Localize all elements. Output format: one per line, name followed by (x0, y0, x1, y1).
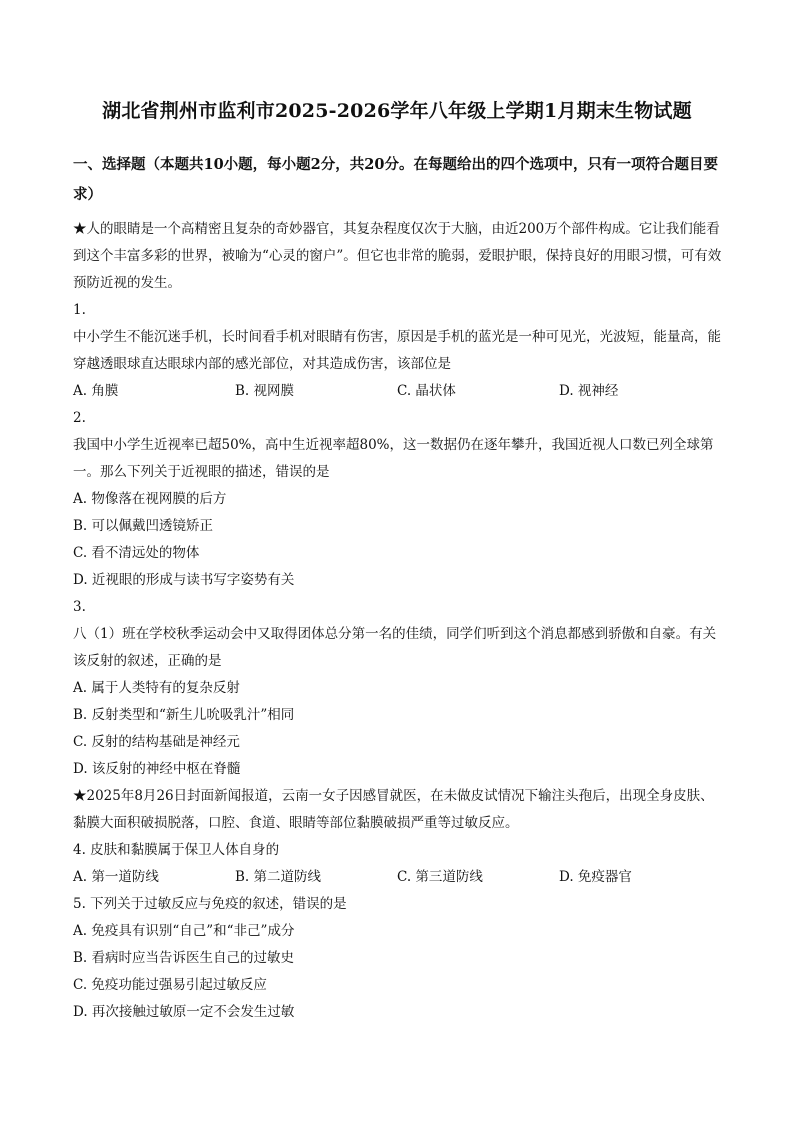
question-number: 3. (73, 599, 86, 615)
exam-content (73, 150, 723, 1026)
question-stem: 八（1）班在学校秋季运动会中又取得团体总分第一名的佳绩，同学们听到这个消息都感到骄傲和自豪。有关该反射的叙述，正确的是 (73, 626, 717, 669)
option-c: C. 免疫功能过强易引起过敏反应 (73, 977, 267, 993)
options-row (73, 378, 723, 405)
option-b: B. 反射类型和“新生儿吮吸乳汁”相同 (73, 707, 295, 723)
option-b: B. 视网膜 (235, 383, 295, 399)
option-a: A. 角膜 (73, 383, 119, 399)
option-c: C. 第三道防线 (397, 869, 483, 885)
question-stem: 中小学生不能沉迷手机，长时间看手机对眼睛有伤害，原因是手机的蓝光是一种可见光，光波短，能量高，能穿越透眼球直达眼球内部的感光部位，对其造成伤害，该部位是 (73, 329, 721, 372)
reading-passage-allergy: ★2025年8月26日封面新闻报道，云南一女子因感冒就医，在未做皮试情况下输注头孢后，出现全身皮肤、黏膜大面积破损脱落，口腔、食道、眼睛等部位黏膜破损严重等过敏反应。 (73, 788, 714, 831)
option-d: D. 再次接触过敏原一定不会发生过敏 (73, 1004, 295, 1020)
section-heading: 一、选择题（本题共10小题，每小题2分，共20分。在每题给出的四个选项中，只有一项符合题目要求） (73, 156, 718, 203)
option-a: A. 属于人类特有的复杂反射 (73, 680, 240, 696)
option-b: B. 第二道防线 (235, 869, 322, 885)
question-number: 1. (73, 302, 86, 318)
question-stem: 我国中小学生近视率已超50%，高中生近视率超80%，这一数据仍在逐年攀升，我国近视人口数已列全球第一。那么下列关于近视眼的描述，错误的是 (73, 437, 714, 480)
option-d: D. 视神经 (559, 383, 619, 399)
option-a: A. 物像落在视网膜的后方 (73, 491, 227, 507)
option-d: D. 免疫器官 (559, 869, 632, 885)
option-d: D. 该反射的神经中枢在脊髓 (73, 761, 241, 777)
reading-passage-eyes: ★人的眼睛是一个高精密且复杂的奇妙器官，其复杂程度仅次于大脑，由近200万个部件构成。它让我们能看到这个丰富多彩的世界，被喻为“心灵的窗户”。但它也非常的脆弱，爱眼护眼，保持良好的用眼习惯，可有效预防近视的发生。 (73, 221, 722, 291)
option-c: C. 反射的结构基础是神经元 (73, 734, 240, 750)
option-c: C. 看不清远处的物体 (73, 545, 200, 561)
option-b: B. 可以佩戴凹透镜矫正 (73, 518, 214, 534)
option-c: C. 晶状体 (397, 383, 456, 399)
option-d: D. 近视眼的形成与读书写字姿势有关 (73, 572, 295, 588)
question-number: 2. (73, 410, 86, 426)
option-a: A. 免疫具有识别“自己”和“非己”成分 (73, 923, 295, 939)
question-stem: 4. 皮肤和黏膜属于保卫人体自身的 (73, 842, 280, 858)
exam-title: 湖北省荆州市监利市2025-2026学年八年级上学期1月期末生物试题 (102, 100, 692, 122)
option-a: A. 第一道防线 (73, 869, 159, 885)
option-b: B. 看病时应当告诉医生自己的过敏史 (73, 950, 295, 966)
options-row (73, 864, 723, 891)
question-stem: 5. 下列关于过敏反应与免疫的叙述，错误的是 (73, 896, 347, 912)
